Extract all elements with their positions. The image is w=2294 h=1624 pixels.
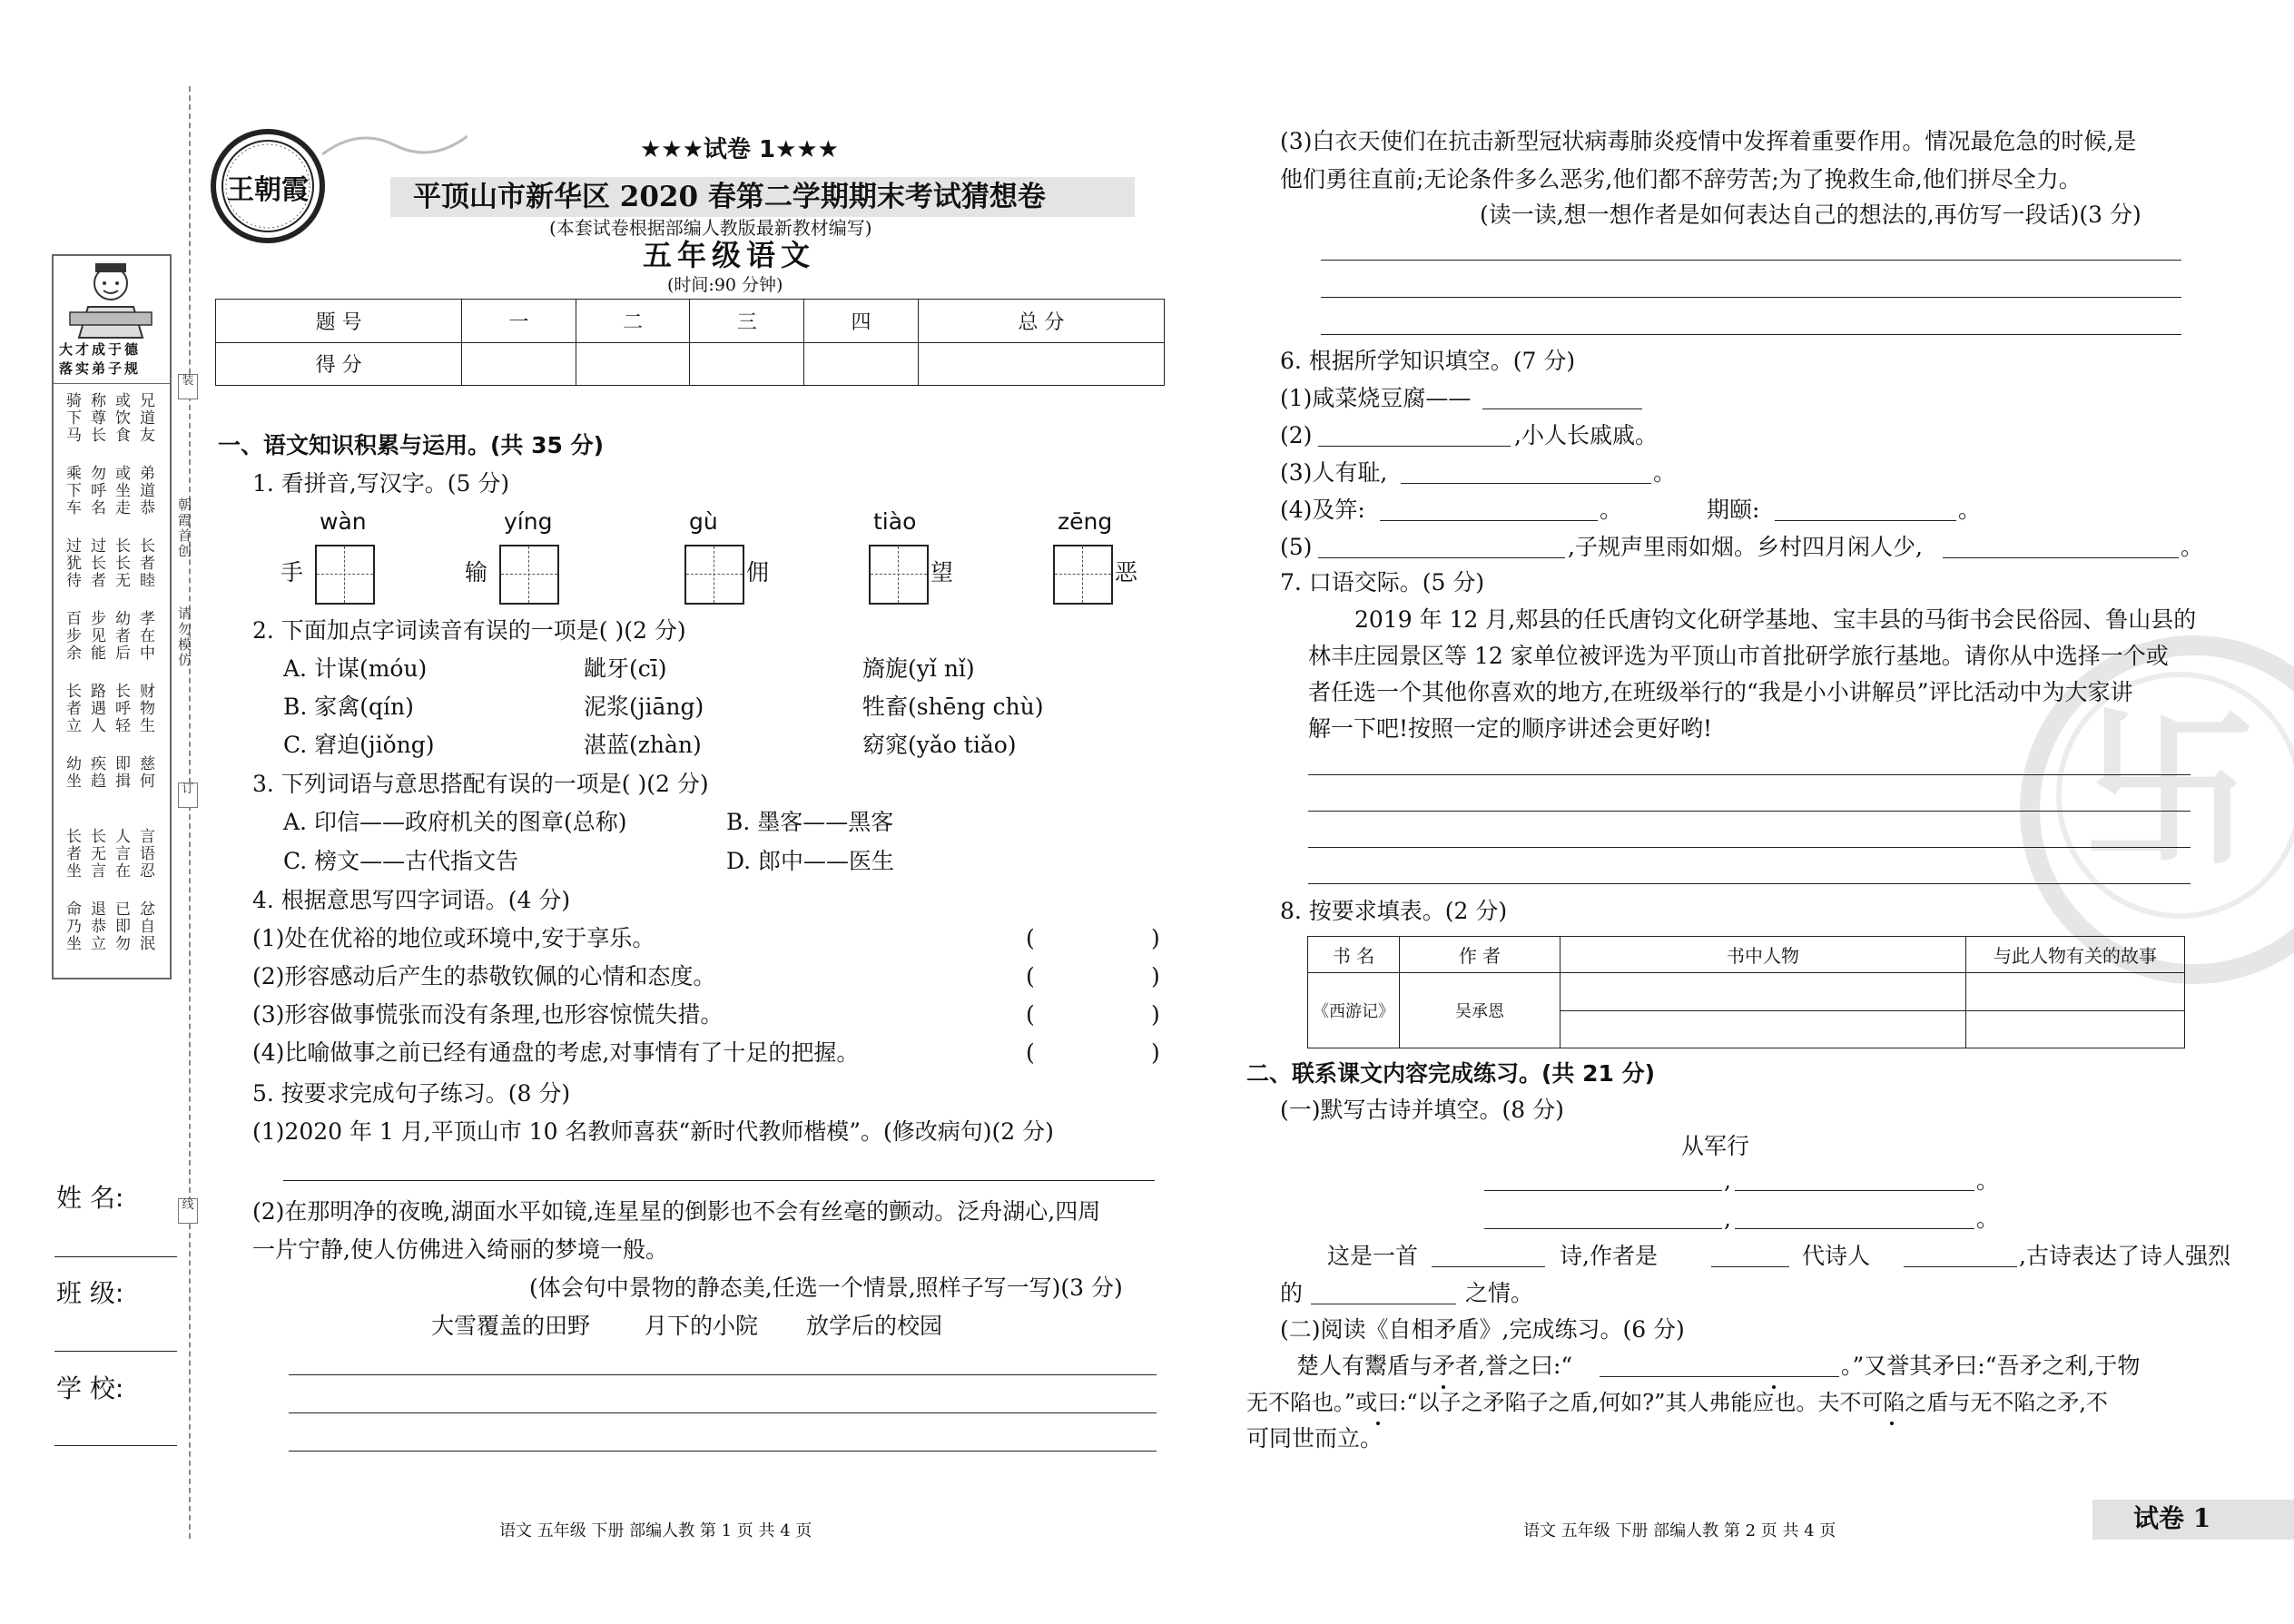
vertical-motto-panel: [52, 254, 172, 979]
q2-option-item: C. 窘迫(jiǒng): [283, 732, 435, 758]
q6-l4b: 。: [1600, 497, 1623, 523]
school-label: 学 校:: [56, 1373, 124, 1403]
q6-l2b: ,小人长戚戚。: [1514, 422, 1658, 448]
bind-label-xian: 线: [178, 1198, 198, 1224]
pinyin-label: gù: [689, 508, 718, 535]
q6-l5a: (5): [1280, 534, 1313, 560]
motto-verse: 长者睦: [136, 537, 154, 589]
hanzi-writing-box[interactable]: [499, 545, 559, 605]
q4-answer-paren-close: ): [1151, 1001, 1160, 1028]
q2-option-item: 旖旎(yǐ nǐ): [862, 655, 975, 682]
section1-title: 一、语文知识积累与运用。(共 35 分): [218, 432, 605, 458]
poem-fill-e: 的: [1280, 1280, 1304, 1306]
motto-verse: 百步余: [63, 610, 81, 662]
q6-l4c: 期颐:: [1707, 497, 1760, 523]
book-header-character: 书中人物: [1561, 937, 1966, 973]
q2-option-item: 龇牙(cī): [584, 655, 667, 682]
q2-stem: 2. 下面加点字词读音有误的一项是( )(2 分): [252, 617, 686, 644]
pinyin-label: wàn: [320, 508, 367, 535]
score-col-4: 四: [804, 300, 919, 343]
q5-s1: (1)2020 年 1 月,平顶山市 10 名教师喜获“新时代教师楷模”。(修改病句)(2 分): [252, 1118, 1054, 1145]
motto-verse: 或坐走: [112, 465, 130, 517]
school-field[interactable]: [54, 1445, 177, 1446]
word-part-right: 望: [930, 559, 954, 586]
q6-l5-blank-2[interactable]: [1943, 557, 2179, 558]
score-cell-2[interactable]: [576, 342, 690, 386]
score-row-label: 得 分: [216, 342, 462, 386]
q6-l3a: (3)人有耻,: [1280, 459, 1388, 486]
poem-line-2a[interactable]: [1484, 1228, 1722, 1229]
q2-option-item: 湛蓝(zhàn): [584, 732, 702, 758]
hanzi-writing-box[interactable]: [315, 545, 375, 605]
side-note-2: 请勿模仿: [176, 606, 192, 668]
pinyin-label: tiào: [873, 508, 917, 535]
q5-scene-3: 放学后的校园: [806, 1313, 943, 1339]
poem-fill-f: 之情。: [1465, 1280, 1534, 1306]
score-col-1: 一: [462, 300, 576, 343]
motto-verse: 过长者: [87, 537, 105, 589]
score-col-2: 二: [576, 300, 690, 343]
word-part-left: 手: [281, 559, 304, 586]
q4-answer-paren-open[interactable]: (: [1026, 1001, 1035, 1028]
book-name: 《西游记》: [1308, 973, 1400, 1048]
motto-verse: 疾趋: [87, 755, 105, 790]
q7-answer-line-3[interactable]: [1308, 847, 2191, 848]
poem-title: 从军行: [1681, 1133, 1750, 1159]
q6-l3b: 。: [1653, 459, 1677, 486]
poem-line-1b[interactable]: [1735, 1190, 1974, 1191]
motto-verse: 孝在中: [136, 610, 154, 662]
q8-stem: 8. 按要求填表。(2 分): [1280, 898, 1508, 924]
book-table: [1307, 936, 2185, 1048]
q4-answer-paren-open[interactable]: (: [1026, 963, 1035, 989]
motto-bottom: 落实弟子规: [59, 360, 142, 377]
q5-scene-2: 月下的小院: [645, 1313, 759, 1339]
q6-l2a: (2): [1280, 422, 1313, 448]
book-story-cell-1[interactable]: [1966, 973, 2185, 1011]
motto-verse: 兄道友: [136, 392, 154, 444]
name-label: 姓 名:: [56, 1183, 124, 1213]
section2-title: 二、联系课文内容完成练习。(共 21 分): [1246, 1060, 1656, 1087]
q2-option-item: 牲畜(shēng chù): [862, 694, 1044, 720]
brand-logo: [209, 127, 327, 245]
poem-fill-c: 代诗人: [1802, 1243, 1871, 1269]
word-part-left: 输: [465, 559, 488, 586]
q7-p4: 解一下吧!按照一定的顺序讲述会更好哟!: [1308, 715, 1713, 742]
motto-verse: 幼者后: [112, 610, 130, 662]
motto-verse: 长者立: [63, 683, 81, 734]
poem-line-1a[interactable]: [1484, 1190, 1722, 1191]
poem-blank-genre[interactable]: [1432, 1266, 1545, 1267]
q6-l4-blank-1[interactable]: [1380, 520, 1598, 521]
book-character-cell-2[interactable]: [1561, 1010, 1966, 1048]
class-field[interactable]: [54, 1351, 177, 1352]
section2-part2: (二)阅读《自相矛盾》,完成练习。(6 分): [1280, 1316, 1685, 1343]
word-part-right: 恶: [1115, 559, 1138, 586]
q5-s1-answer-line[interactable]: [283, 1180, 1155, 1181]
motto-verse: 乘下车: [63, 465, 81, 517]
passage-blank[interactable]: [1600, 1376, 1839, 1377]
q4-answer-paren-close: ): [1151, 1039, 1160, 1066]
q7-answer-line-4[interactable]: [1308, 883, 2191, 884]
pinyin-label: yíng: [504, 508, 553, 535]
q5-s3-answer-line-3[interactable]: [1321, 334, 2181, 335]
q6-stem: 6. 根据所学知识填空。(7 分): [1280, 348, 1576, 374]
q6-l4d: 。: [1958, 497, 1982, 523]
hanzi-writing-box[interactable]: [869, 545, 929, 605]
poem-blank-poet[interactable]: [1904, 1266, 2017, 1267]
q6-l2-blank[interactable]: [1318, 446, 1511, 447]
q6-l1: (1)咸菜烧豆腐——: [1280, 385, 1472, 411]
q5-s2-answer-line-1[interactable]: [289, 1374, 1157, 1375]
motto-verse: 人言在: [112, 828, 130, 880]
motto-verse: 步见能: [87, 610, 105, 662]
motto-verse: 称尊长: [87, 392, 105, 444]
q7-answer-line-2[interactable]: [1308, 811, 2191, 812]
poem-comma-1: ,: [1724, 1167, 1731, 1194]
paper-badge: ★★★试卷 1★★★: [640, 136, 839, 163]
q5-s2-answer-line-3[interactable]: [289, 1451, 1157, 1452]
motto-verse: 或饮食: [112, 392, 130, 444]
footer-badge: 试卷 1: [2133, 1503, 2211, 1533]
cartoon-scholar-icon: [61, 260, 161, 340]
q6-l5c: 。: [2181, 534, 2204, 560]
footer-page1: 语文 五年级 下册 部编人教 第 1 页 共 4 页: [499, 1521, 812, 1540]
poem-blank-dynasty[interactable]: [1711, 1266, 1789, 1267]
q4-answer-paren-open[interactable]: (: [1026, 925, 1035, 951]
poem-comma-2: ,: [1724, 1206, 1731, 1232]
poem-line-2b[interactable]: [1735, 1228, 1974, 1229]
poem-fill-a: 这是一首: [1327, 1243, 1419, 1269]
emphasis-dot: [1376, 1422, 1380, 1425]
score-table: [215, 299, 1165, 386]
q5-s3-requirement: (读一读,想一想作者是如何表达自己的想法的,再仿写一段话)(3 分): [1480, 202, 2141, 228]
q5-s2-answer-line-2[interactable]: [289, 1412, 1157, 1413]
book-author: 吴承恩: [1400, 973, 1561, 1048]
motto-verse: 命乃坐: [63, 901, 81, 952]
passage-b: 。”又誉其矛曰:“吾矛之利,于物: [1841, 1353, 2141, 1379]
motto-verse: 过犹待: [63, 537, 81, 589]
book-header-story: 与此人物有关的故事: [1966, 937, 2185, 973]
q4-item: (4)比喻做事之前已经有通盘的考虑,对事情有了十足的把握。: [252, 1039, 860, 1066]
q5-s3-line1: (3)白衣天使们在抗击新型冠状病毒肺炎疫情中发挥着重要作用。情况最危急的时候,是: [1280, 128, 2137, 154]
motto-verse: 忿自泯: [136, 901, 154, 952]
motto-verse: 路遇人: [87, 683, 105, 734]
emphasis-dot: [1890, 1422, 1894, 1425]
poem-period-1: 。: [1976, 1167, 2000, 1194]
q2-option-item: 窈窕(yǎo tiǎo): [862, 732, 1017, 758]
q5-s2-requirement: (体会句中景物的静态美,任选一个情景,照样子写一写)(3 分): [529, 1275, 1123, 1301]
ribbon-decoration: [322, 127, 468, 163]
book-character-cell-1[interactable]: [1561, 973, 1966, 1011]
exam-subtitle: (本套试卷根据部编人教版最新教材编写): [549, 217, 872, 239]
q7-p3: 者任选一个其他你喜欢的地方,在班级举行的“我是小小讲解员”评比活动中为大家讲: [1308, 679, 2133, 705]
q4-stem: 4. 根据意思写四字词语。(4 分): [252, 887, 571, 913]
motto-verse: 勿呼名: [87, 465, 105, 517]
motto-verse: 长呼轻: [112, 683, 130, 734]
brand-logo-text: 王朝霞: [227, 174, 309, 206]
grade-subject: 五年级语文: [643, 238, 816, 272]
emphasis-dot: [1442, 1385, 1445, 1389]
poem-fill-b: 诗,作者是: [1560, 1243, 1658, 1269]
q4-answer-paren-close: ): [1151, 963, 1160, 989]
motto-verse: 即揖: [112, 755, 130, 790]
q5-s2-line1: (2)在那明净的夜晚,湖面水平如镜,连星星的倒影也不会有丝毫的颤动。泛舟湖心,四周: [252, 1198, 1101, 1225]
word-part-right: 佣: [746, 559, 770, 586]
q3-option-d: D. 郎中——医生: [726, 848, 895, 874]
book-story-cell-2[interactable]: [1966, 1010, 2185, 1048]
q2-option-item: A. 计谋(móu): [283, 655, 428, 682]
q7-p2: 林丰庄园景区等 12 家单位被评选为平顶山市首批研学旅行基地。请你从中选择一个或: [1308, 643, 2169, 669]
motto-verse: 言语忍: [136, 828, 154, 880]
score-col-3: 三: [690, 300, 804, 343]
bind-label-ding: 订: [178, 782, 198, 808]
motto-verse: 已即勿: [112, 901, 130, 952]
q5-s3-line2: 他们勇往直前;无论条件多么恶劣,他们都不辞劳苦;为了挽救生命,他们拼尽全力。: [1280, 166, 2082, 192]
q5-s3-answer-line-1[interactable]: [1321, 260, 2181, 261]
q6-l4-blank-2[interactable]: [1775, 520, 1956, 521]
motto-verse: 长长无: [112, 537, 130, 589]
q7-stem: 7. 口语交际。(5 分): [1280, 569, 1485, 595]
motto-verse: 幼坐: [63, 755, 81, 790]
q2-option-item: B. 家禽(qín): [283, 694, 414, 720]
poem-fill-d: ,古诗表达了诗人强烈: [2019, 1243, 2230, 1269]
section2-part1: (一)默写古诗并填空。(8 分): [1280, 1097, 1564, 1123]
score-col-total: 总 分: [918, 300, 1164, 343]
motto-verse: 财物生: [136, 683, 154, 734]
q6-l5b: ,子规声里雨如烟。乡村四月闲人少,: [1568, 534, 1923, 560]
motto-verse: 长无言: [87, 828, 105, 880]
class-label: 班 级:: [56, 1278, 124, 1308]
name-field[interactable]: [54, 1256, 177, 1257]
poem-period-2: 。: [1976, 1206, 2000, 1232]
score-header-label: 题 号: [216, 300, 462, 343]
motto-verse: 骑下马: [63, 392, 81, 444]
emphasis-dot: [1772, 1385, 1776, 1389]
passage-a: 楚人有鬻盾与矛者,誉之曰:“: [1296, 1353, 1573, 1379]
q5-stem: 5. 按要求完成句子练习。(8 分): [252, 1080, 571, 1107]
motto-top: 大才成于德: [59, 341, 142, 358]
q2-option-item: 泥浆(jiāng): [584, 694, 704, 720]
q5-s2-line2: 一片宁静,使人仿佛进入绮丽的梦境一般。: [252, 1236, 668, 1263]
q3-option-a: A. 印信——政府机关的图章(总称): [283, 809, 627, 835]
q3-option-c: C. 榜文——古代指文告: [283, 848, 519, 874]
q6-l4a: (4)及笄:: [1280, 497, 1365, 523]
motto-verse: 弟道恭: [136, 465, 154, 517]
passage-line2: 无不陷也。”或曰:“以子之矛陷子之盾,何如?”其人弗能应也。夫不可陷之盾与无不陷之矛,不: [1246, 1390, 2109, 1415]
pinyin-label: zēng: [1058, 508, 1113, 535]
q5-s3-answer-line-2[interactable]: [1321, 297, 2181, 298]
q7-answer-line-1[interactable]: [1308, 774, 2191, 775]
q4-item: (1)处在优裕的地位或环境中,安于享乐。: [252, 925, 655, 951]
q6-l1-blank[interactable]: [1482, 408, 1642, 409]
q6-l3-blank[interactable]: [1401, 483, 1651, 484]
q4-answer-paren-close: ): [1151, 925, 1160, 951]
score-cell-total[interactable]: [918, 342, 1164, 386]
exam-title: 平顶山市新华区 2020 春第二学期期末考试猜想卷: [413, 181, 1046, 213]
bind-label-zhuang: 装: [178, 374, 198, 399]
binding-line: [189, 86, 191, 1539]
motto-verse: 长者坐: [63, 828, 81, 880]
exam-time: (时间:90 分钟): [667, 275, 783, 295]
q4-answer-paren-open[interactable]: (: [1026, 1039, 1035, 1066]
q1-stem: 1. 看拼音,写汉字。(5 分): [252, 470, 510, 497]
q4-item: (3)形容做事慌张而没有条理,也形容惊慌失措。: [252, 1001, 724, 1028]
book-header-title: 书 名: [1308, 937, 1400, 973]
footer-page2: 语文 五年级 下册 部编人教 第 2 页 共 4 页: [1523, 1521, 1836, 1540]
q3-option-b: B. 墨客——黑客: [726, 809, 894, 835]
hanzi-writing-box[interactable]: [1053, 545, 1113, 605]
score-cell-4[interactable]: [804, 342, 919, 386]
q6-l5-blank-1[interactable]: [1318, 557, 1565, 558]
score-cell-1[interactable]: [462, 342, 576, 386]
passage-line3: 可同世而立。: [1246, 1425, 1383, 1452]
hanzi-writing-box[interactable]: [684, 545, 744, 605]
book-header-author: 作 者: [1400, 937, 1561, 973]
q7-p1: 2019 年 12 月,郏县的任氏唐钧文化研学基地、宝丰县的马街书会民俗园、鲁山县的: [1354, 606, 2197, 633]
score-cell-3[interactable]: [690, 342, 804, 386]
motto-verse: 退恭立: [87, 901, 105, 952]
q3-stem: 3. 下列词语与意思搭配有误的一项是( )(2 分): [252, 771, 709, 797]
watermark-glyph-icon: 卐: [2083, 688, 2257, 891]
side-note-1: 朝霞首创: [176, 497, 192, 559]
motto-verse: 慈何: [136, 755, 154, 790]
q5-scene-1: 大雪覆盖的田野: [431, 1313, 591, 1339]
q4-item: (2)形容感动后产生的恭敬钦佩的心情和态度。: [252, 963, 716, 989]
